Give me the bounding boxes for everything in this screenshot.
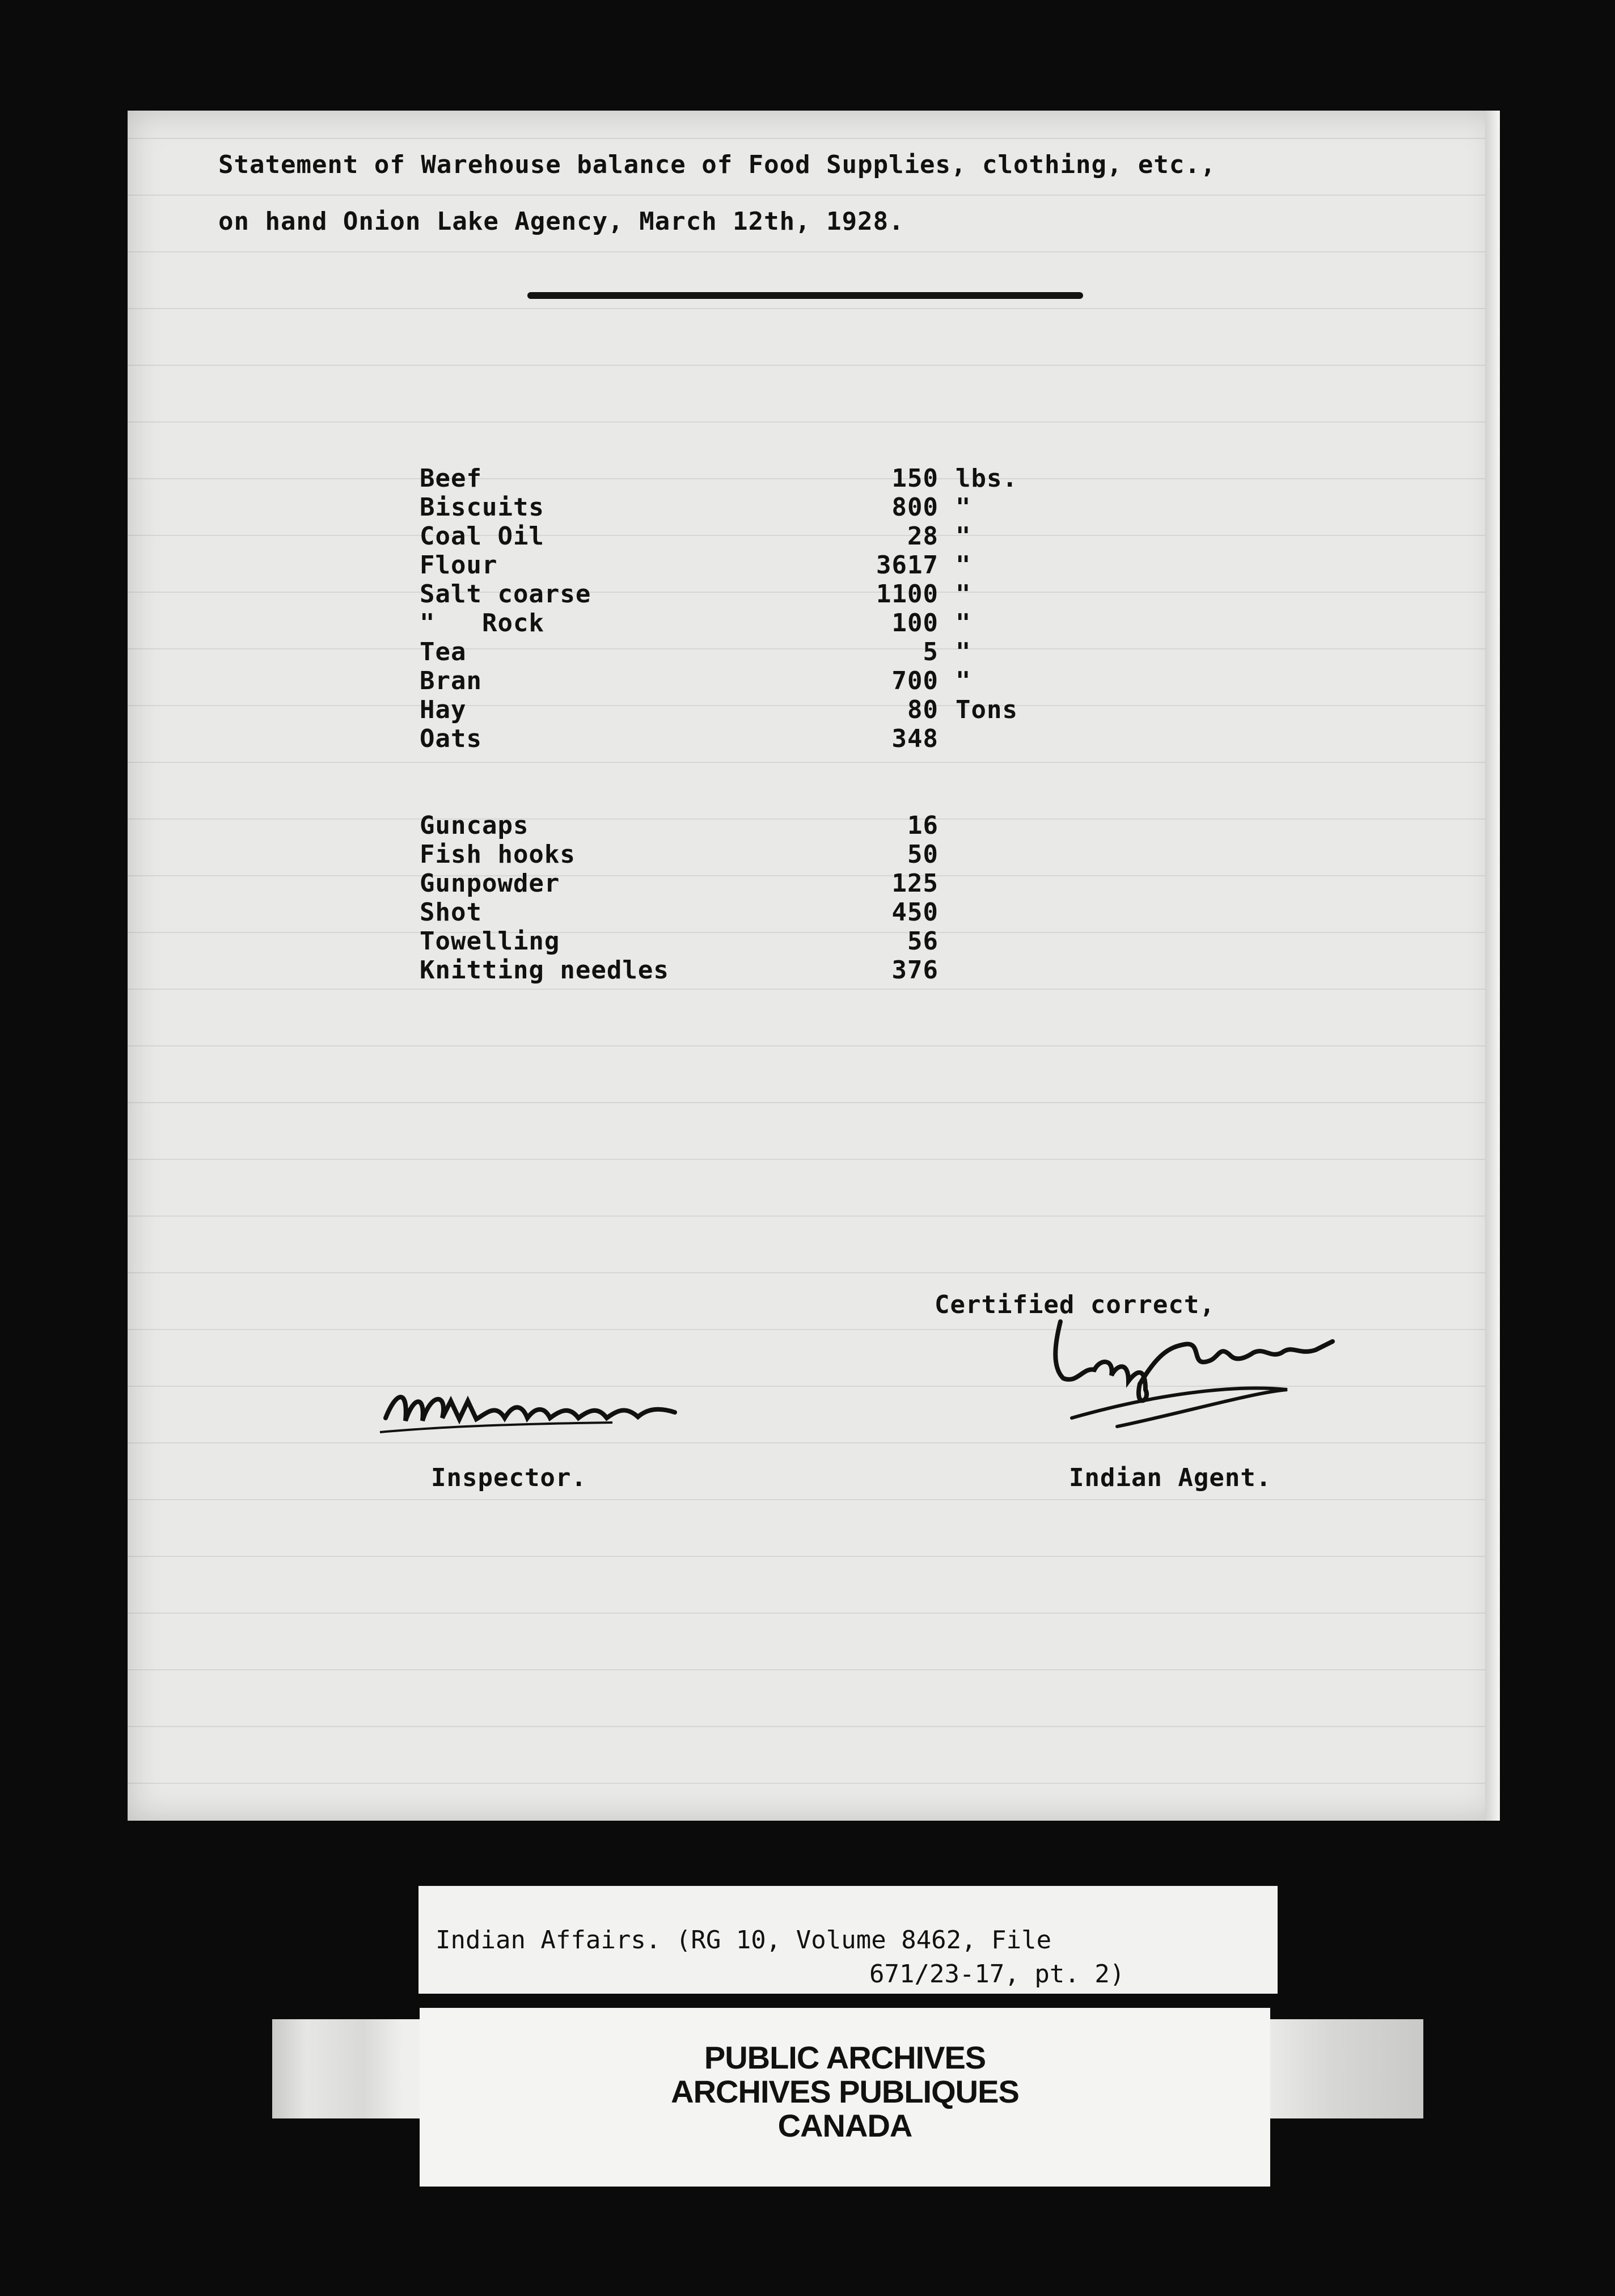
item-name: Bran <box>420 666 482 695</box>
reference-line-2: 671/23-17, pt. 2) <box>869 1960 1125 1989</box>
item-name: Shot <box>420 898 482 927</box>
statement-title-line-1: Statement of Warehouse balance of Food Supplies, clothing, etc., <box>218 150 1216 179</box>
item-name: Tea <box>420 638 467 666</box>
item-quantity: 150 <box>891 464 938 493</box>
item-quantity: 100 <box>891 609 938 638</box>
item-quantity: 125 <box>891 869 938 898</box>
inspector-signature <box>374 1378 692 1446</box>
item-quantity: 700 <box>891 666 938 695</box>
reference-card <box>418 1886 1278 1994</box>
item-unit: " <box>956 551 971 580</box>
bleed-through-texture <box>128 111 1500 1821</box>
document-sheet <box>128 111 1500 1821</box>
item-unit: " <box>956 609 971 638</box>
item-unit: " <box>956 638 971 666</box>
item-name: Knitting needles <box>420 956 669 985</box>
item-unit: " <box>956 666 971 695</box>
item-quantity: 5 <box>923 638 938 666</box>
item-quantity: 450 <box>891 898 938 927</box>
item-name: Gunpowder <box>420 869 560 898</box>
item-name: Towelling <box>420 927 560 956</box>
item-quantity: 16 <box>907 811 938 840</box>
statement-title-line-2: on hand Onion Lake Agency, March 12th, 1928. <box>218 207 904 236</box>
inspector-label: Inspector. <box>431 1463 587 1492</box>
item-quantity: 56 <box>907 927 938 956</box>
archives-line-1: PUBLIC ARCHIVES <box>704 2040 986 2075</box>
item-unit: " <box>956 493 971 522</box>
indian-agent-label: Indian Agent. <box>1069 1463 1272 1492</box>
archives-line-3: CANADA <box>777 2108 912 2143</box>
archives-line-2: ARCHIVES PUBLIQUES <box>671 2074 1019 2109</box>
item-quantity: 80 <box>907 695 938 724</box>
item-name: Beef <box>420 464 482 493</box>
archives-stamp-card <box>420 2008 1270 2187</box>
item-name: Hay <box>420 695 467 724</box>
item-quantity: 3617 <box>876 551 938 580</box>
item-quantity: 1100 <box>876 580 938 609</box>
item-name: Fish hooks <box>420 840 576 869</box>
item-unit: lbs. <box>956 464 1018 493</box>
item-quantity: 50 <box>907 840 938 869</box>
certified-correct-text: Certified correct, <box>935 1290 1215 1319</box>
item-name: Coal Oil <box>420 522 544 551</box>
item-quantity: 800 <box>891 493 938 522</box>
item-unit: " <box>956 522 971 551</box>
item-unit: " <box>956 580 971 609</box>
item-name: Salt coarse <box>420 580 591 609</box>
reference-line-1: Indian Affairs. (RG 10, Volume 8462, File <box>436 1926 1052 1955</box>
agent-signature <box>1038 1305 1361 1452</box>
item-quantity: 376 <box>891 956 938 985</box>
item-name: Oats <box>420 724 482 753</box>
item-name: Flour <box>420 551 498 580</box>
item-name: " Rock <box>420 609 544 638</box>
item-quantity: 28 <box>907 522 938 551</box>
title-underline-rule <box>527 292 1083 299</box>
item-name: Biscuits <box>420 493 544 522</box>
item-name: Guncaps <box>420 811 529 840</box>
item-unit: Tons <box>956 695 1018 724</box>
item-quantity: 348 <box>891 724 938 753</box>
